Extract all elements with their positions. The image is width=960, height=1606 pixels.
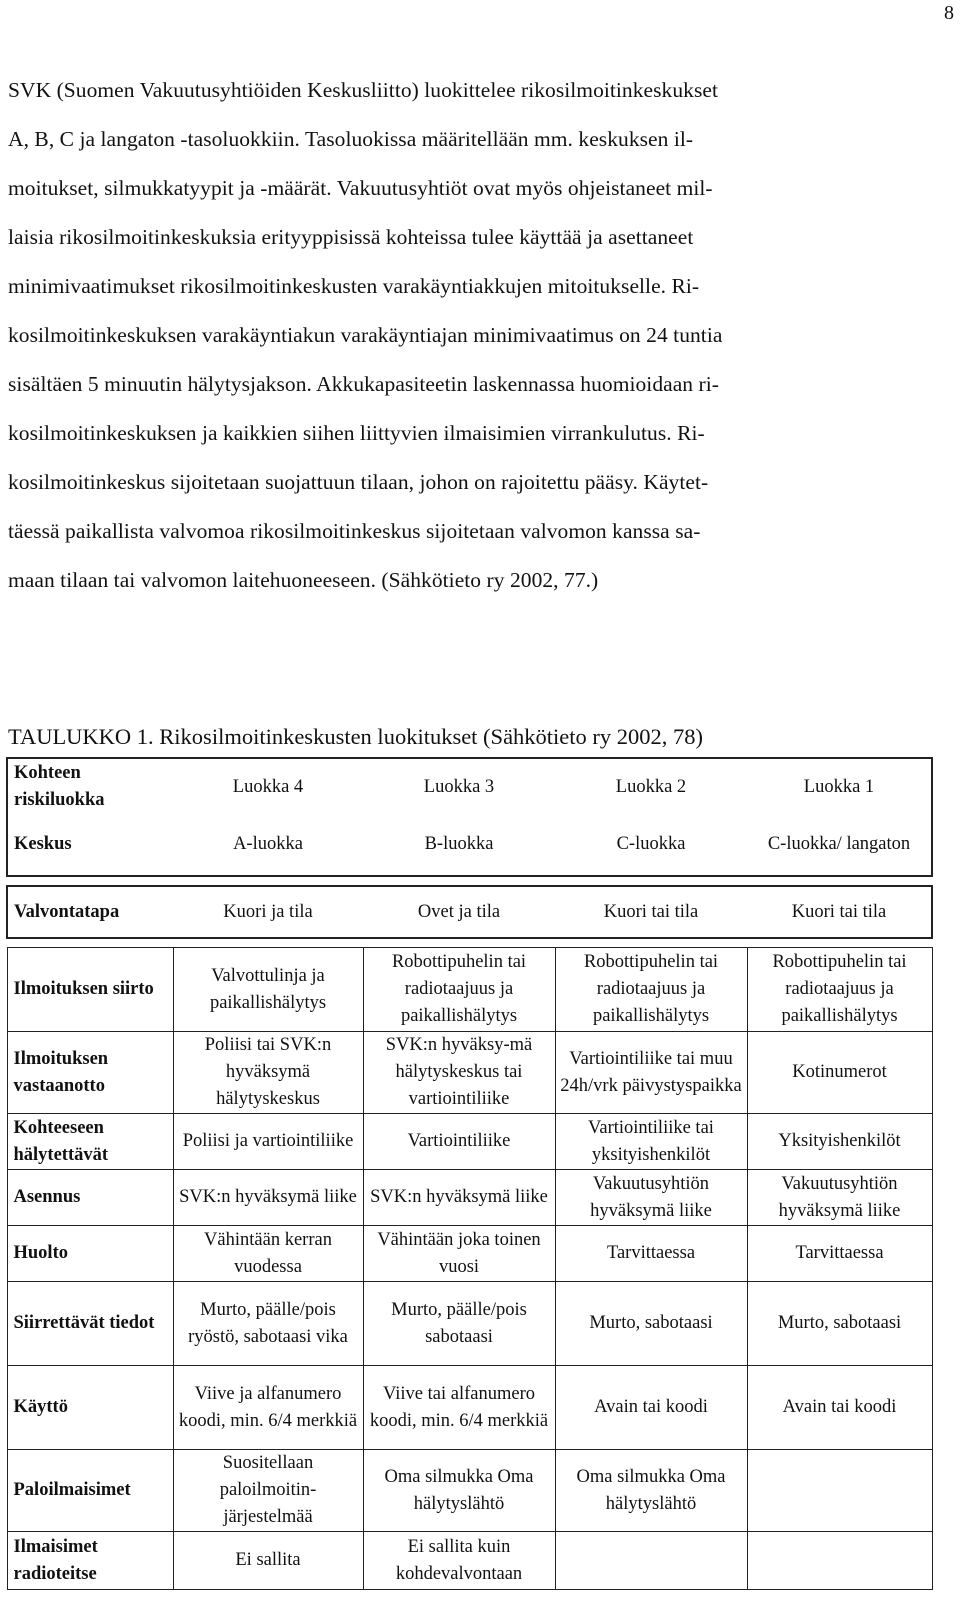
center-class-value: A-luokka [233, 833, 303, 854]
center-class-value: B-luokka [424, 833, 494, 854]
monitoring-row [7, 886, 932, 938]
table-cell: Vartiointiliike tai muu 24h/vrk päivystyspaikka [555, 1032, 747, 1114]
table-cell: Suositellaan paloilmoitin-järjestelmää [173, 1450, 363, 1532]
table-cell: Robottipuhelin tai radiotaajuus ja paikallishälytys [363, 948, 555, 1032]
body-line: täessä paikallista valvomoa rikosilmoitinkeskus sijoitetaan valvomon kanssa sa- [8, 519, 701, 543]
table-row [7, 1170, 932, 1226]
table-caption: TAULUKKO 1. Rikosilmoitinkeskusten luokitukset (Sähkötieto ry 2002, 78) [8, 724, 704, 749]
table-row [7, 948, 932, 1032]
body-line: SVK (Suomen Vakuutusyhtiöiden Keskusliitto) luokittelee rikosilmoitinkeskukset [8, 78, 718, 102]
center-label: Keskus [14, 833, 72, 854]
row-label: Asennus [7, 1170, 173, 1226]
table-row [7, 1226, 932, 1282]
monitoring-value: Ovet ja tila [363, 886, 555, 938]
body-line: sisältäen 5 minuutin hälytysjakson. Akkukapasiteetin laskennassa huomioidaan ri- [8, 372, 719, 396]
body-line: kosilmoitinkeskuksen varakäyntiakun varakäyntiajan minimivaatimus on 24 tuntia [8, 323, 723, 347]
table-cell: Vakuutusyhtiön hyväksymä liike [747, 1170, 932, 1226]
monitoring-value: Kuori tai tila [747, 886, 932, 938]
table-cell: Oma silmukka Oma hälytyslähtö [555, 1450, 747, 1532]
row-label: Ilmoituksen siirto [7, 948, 173, 1032]
risk-class-value: Luokka 2 [615, 776, 687, 797]
table-cell: Avain tai koodi [747, 1366, 932, 1450]
table-cell [747, 1532, 932, 1590]
body-line: A, B, C ja langaton -tasoluokkiin. Tasoluokissa määritellään mm. keskuksen il- [8, 127, 694, 151]
table-cell: Tarvittaessa [747, 1226, 932, 1282]
classification-table [6, 757, 933, 1590]
table-cell: Vähintään kerran vuodessa [173, 1226, 363, 1282]
table-row [7, 1532, 932, 1590]
row-label: Kohteeseen hälytettävät [7, 1114, 173, 1170]
row-label: Siirrettävät tiedot [7, 1282, 173, 1366]
center-class-value: C-luokka/ langaton [767, 834, 911, 854]
body-line: kosilmoitinkeskuksen ja kaikkien siihen liittyvien ilmaisimien virrankulutus. Ri- [8, 421, 705, 445]
header-box [7, 758, 932, 876]
risk-class-value: Luokka 4 [232, 776, 304, 797]
risk-class-label: Kohteen riskiluokka [14, 763, 105, 810]
table-cell: Valvottulinja ja paikallishälytys [173, 948, 363, 1032]
table-cell: Viive tai alfanumero koodi, min. 6/4 merkkiä [363, 1366, 555, 1450]
body-line: moitukset, silmukkatyypit ja -määrät. Vakuutusyhtiöt ovat myös ohjeistaneet mil- [8, 176, 713, 200]
table-cell: Robottipuhelin tai radiotaajuus ja paikallishälytys [747, 948, 932, 1032]
table-cell: Tarvittaessa [555, 1226, 747, 1282]
table-row [7, 1366, 932, 1450]
page-number: 8 [944, 2, 954, 24]
table-cell: SVK:n hyväksy-mä hälytyskeskus tai vartiointiliike [363, 1032, 555, 1114]
table-cell: Avain tai koodi [555, 1366, 747, 1450]
table-cell: SVK:n hyväksymä liike [173, 1170, 363, 1226]
table-cell: Viive ja alfanumero koodi, min. 6/4 merkkiä [173, 1366, 363, 1450]
body-line: laisia rikosilmoitinkeskuksia erityyppisissä kohteissa tulee käyttää ja asettaneet [8, 225, 694, 249]
table-cell: Kotinumerot [747, 1032, 932, 1114]
table-cell: Murto, sabotaasi [555, 1282, 747, 1366]
table-cell: SVK:n hyväksymä liike [363, 1170, 555, 1226]
table-cell: Murto, sabotaasi [747, 1282, 932, 1366]
table-cell: Oma silmukka Oma hälytyslähtö [363, 1450, 555, 1532]
row-label: Käyttö [7, 1366, 173, 1450]
table-cell: Vähintään joka toinen vuosi [363, 1226, 555, 1282]
table-cell: Poliisi ja vartiointiliike [173, 1114, 363, 1170]
body-line: minimivaatimukset rikosilmoitinkeskusten varakäyntiakkujen mitoitukselle. Ri- [8, 274, 700, 298]
center-class-value: C-luokka [616, 833, 686, 854]
table-row [7, 1282, 932, 1366]
row-label: Ilmaisimet radioteitse [7, 1532, 173, 1590]
body-line: maan tilaan tai valvomon laitehuoneeseen. (Sähkötieto ry 2002, 77.) [8, 568, 599, 592]
risk-class-value: Luokka 3 [423, 776, 495, 797]
table-cell: Vakuutusyhtiön hyväksymä liike [555, 1170, 747, 1226]
table-cell: Vartiointiliike tai yksityishenkilöt [555, 1114, 747, 1170]
table-cell [555, 1532, 747, 1590]
table-cell: Poliisi tai SVK:n hyväksymä hälytyskeskus [173, 1032, 363, 1114]
row-label: Huolto [7, 1226, 173, 1282]
body-paragraph [8, 66, 948, 605]
monitoring-label: Valvontatapa [7, 886, 173, 938]
row-label: Paloilmaisimet [7, 1450, 173, 1532]
table-cell: Ei sallita [173, 1532, 363, 1590]
table-row [7, 1450, 932, 1532]
table-cell: Murto, päälle/pois ryöstö, sabotaasi vika [173, 1282, 363, 1366]
table-cell: Ei sallita kuin kohdevalvontaan [363, 1532, 555, 1590]
table-cell: Murto, päälle/pois sabotaasi [363, 1282, 555, 1366]
table-cell: Robottipuhelin tai radiotaajuus ja paikallishälytys [555, 948, 747, 1032]
table-cell [747, 1450, 932, 1532]
monitoring-value: Kuori ja tila [173, 886, 363, 938]
body-line: kosilmoitinkeskus sijoitetaan suojattuun tilaan, johon on rajoitettu pääsy. Käytet- [8, 470, 709, 494]
risk-class-value: Luokka 1 [803, 776, 875, 797]
table-row [7, 1032, 932, 1114]
table-cell: Yksityishenkilöt [747, 1114, 932, 1170]
table-cell: Vartiointiliike [363, 1114, 555, 1170]
table-row [7, 1114, 932, 1170]
row-label: Ilmoituksen vastaanotto [7, 1032, 173, 1114]
monitoring-value: Kuori tai tila [555, 886, 747, 938]
